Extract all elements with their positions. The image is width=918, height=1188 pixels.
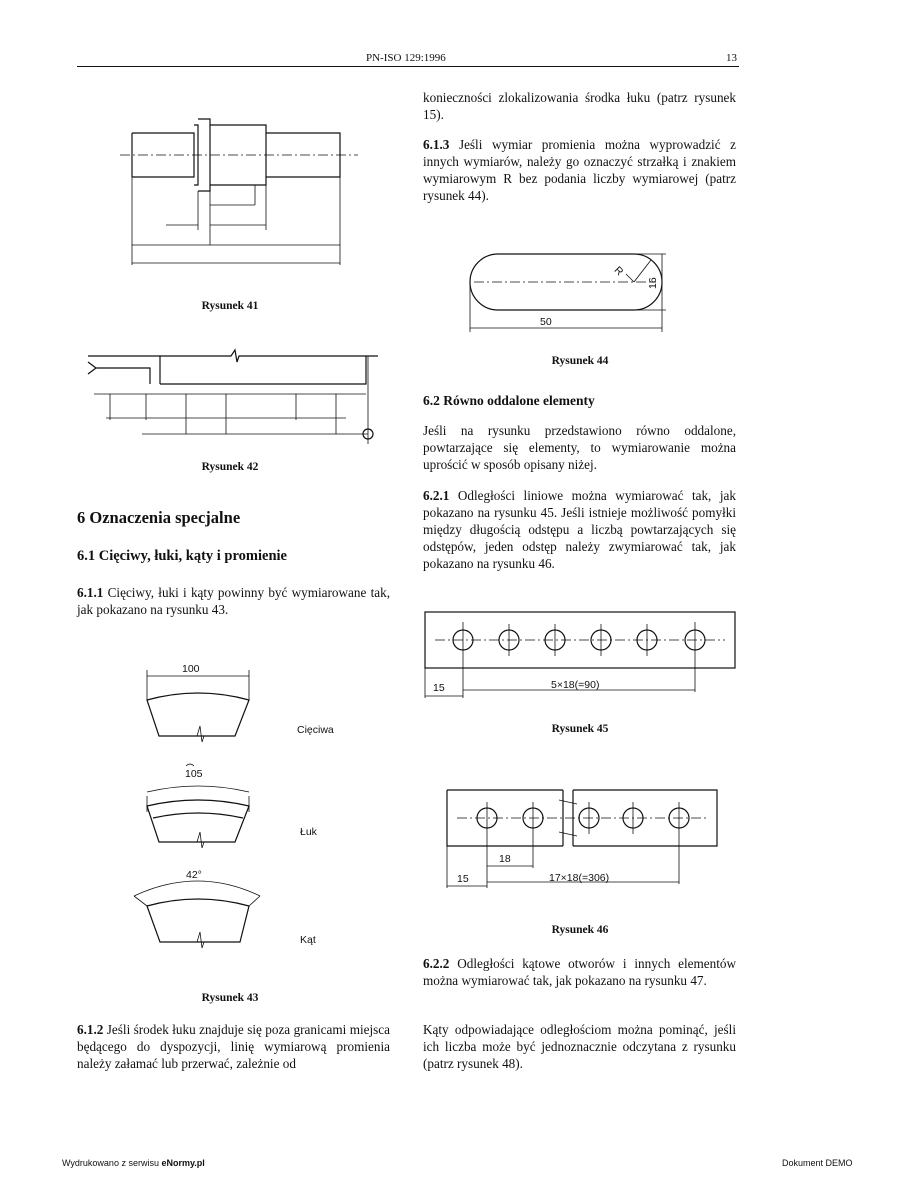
paragraph-6-2-2-number: 6.2.2: [423, 956, 450, 971]
figure-42-drawing: [86, 348, 386, 448]
section-6-heading: 6 Oznaczenia specjalne: [77, 508, 241, 527]
figure-43-drawing: [130, 660, 390, 950]
paragraph-6-1-1-number: 6.1.1: [77, 585, 104, 600]
figure-42-caption: Rysunek 42: [201, 461, 259, 473]
paragraph-continuation: konieczności zlokalizowania środka łuku (patrz rysunek 15).: [423, 90, 736, 122]
fig43-chord-label: Cięciwa: [297, 724, 334, 736]
paragraph-6-2-1-text: Odległości liniowe można wymiarować tak, jak pokazano na rysunku 45. Jeśli istnieje możliwość pomyłki między długością odstępu a liczbą powtarzających się odstępów, jeden odstęp należy zwymiarować tak, jak pokazano na rysunku 46.: [423, 488, 736, 571]
paragraph-6-1-1: [77, 584, 390, 618]
paragraph-6-1-2-number: 6.1.2: [77, 1022, 104, 1037]
paragraph-last: Kąty odpowiadające odległościom można pominąć, jeśli ich liczba może być jednoznacznie odczytana z rysunku (patrz rysunek 48).: [423, 1022, 736, 1071]
paragraph-6-2-2-text: Odległości kątowe otworów i innych elementów można wymiarować tak, jak pokazano na rysunku 47.: [423, 956, 736, 988]
figure-44-drawing: [470, 250, 670, 340]
figure-43-caption: Rysunek 43: [201, 992, 259, 1004]
figure-46-drawing: [447, 790, 727, 890]
fig44-length-value: 50: [540, 316, 552, 328]
fig43-angle-label: Kąt: [300, 934, 316, 946]
figure-46-caption: Rysunek 46: [551, 924, 609, 936]
fig43-arc-value: 105: [185, 768, 203, 780]
paragraph-6-2-1-number: 6.2.1: [423, 488, 450, 503]
paragraph-6-1-3-number: 6.1.3: [423, 137, 450, 152]
footer-print-source: [62, 1158, 205, 1168]
section-6-2-heading: 6.2 Równo oddalone elementy: [423, 393, 595, 408]
section-6-1-heading: 6.1 Cięciwy, łuki, kąty i promienie: [77, 548, 287, 564]
figure-45-caption: Rysunek 45: [551, 723, 609, 735]
figure-41-drawing: [110, 105, 370, 275]
header-rule: [77, 66, 739, 67]
paragraph-6-1-3-text: Jeśli wymiar promienia można wyprowadzić z innych wymiarów, należy go oznaczyć strzałką i znakiem wymiarowym R bez podania liczby wymiarowej (patrz rysunek 44).: [423, 137, 736, 203]
fig45-first-value: 15: [433, 682, 445, 694]
footer-brand-link[interactable]: eNormy.pl: [161, 1158, 205, 1168]
footer-demo-label: Dokument DEMO: [782, 1158, 853, 1168]
fig44-height-value: 16: [647, 277, 659, 289]
fig46-repeat-value: 17×18(=306): [549, 872, 610, 884]
figure-45-drawing: [425, 612, 745, 702]
fig43-chord-value: 100: [182, 663, 200, 675]
fig43-angle-value: 42°: [186, 869, 202, 881]
paragraph-6-1-1-text: Cięciwy, łuki i kąty powinny być wymiarowane tak, jak pokazano na rysunku 43.: [77, 585, 390, 617]
figure-41-caption: Rysunek 41: [201, 300, 259, 312]
footer-print-prefix: Wydrukowano z serwisu: [62, 1158, 162, 1168]
paragraph-6-1-3: [423, 136, 736, 204]
running-header-title: PN-ISO 129:1996: [366, 52, 446, 64]
fig46-step-value: 18: [499, 853, 511, 865]
paragraph-6-2-2: [423, 955, 736, 989]
page-number: 13: [726, 52, 737, 64]
fig44-radius-symbol: R: [611, 264, 626, 279]
fig43-arc-label: Łuk: [300, 826, 317, 838]
paragraph-6-2-1: [423, 487, 736, 572]
paragraph-6-1-2: [77, 1021, 390, 1072]
paragraph-6-2: Jeśli na rysunku przedstawiono równo oddalone, powtarzające się elementy, to wymiarowanie można uprościć w sposób opisany niżej.: [423, 423, 736, 472]
paragraph-6-1-2-text: Jeśli środek łuku znajduje się poza granicami miejsca będącego do dyspozycji, linię wymiarową promienia należy załamać lub przerwać, zależnie od: [77, 1022, 390, 1071]
fig45-repeat-value: 5×18(=90): [551, 679, 600, 691]
figure-44-caption: Rysunek 44: [551, 355, 609, 367]
fig46-first-value: 15: [457, 873, 469, 885]
